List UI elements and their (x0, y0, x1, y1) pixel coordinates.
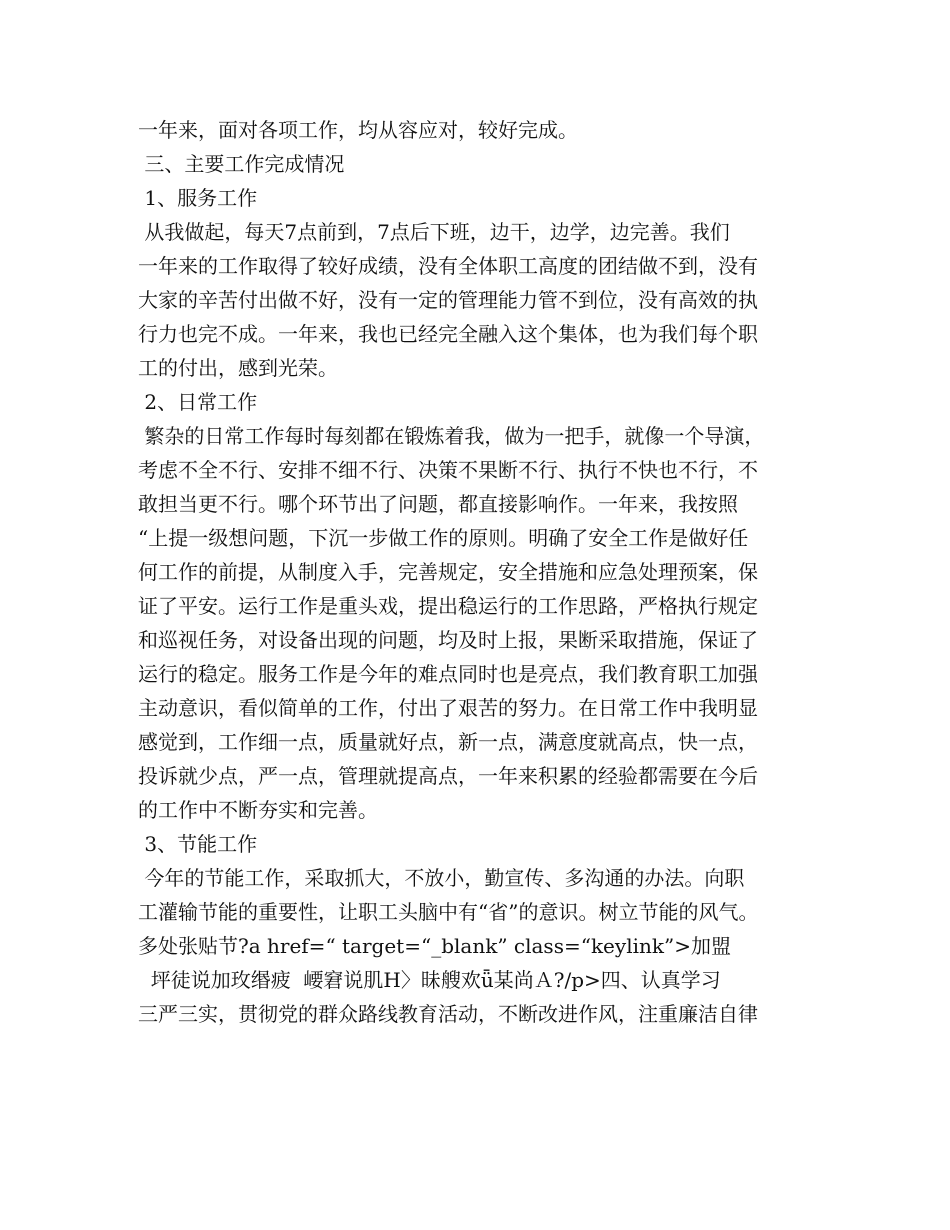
text-line: 坪徒说加玫缗疲 崾窘说肌H〉昧艘欢ǖ某尚Ａ?/p>四、认真学习 (138, 968, 721, 992)
text-line: 繁杂的日常工作每时每刻都在锻炼着我，做为一把手，就像一个导演， (138, 424, 765, 448)
text-line: 一年来的工作取得了较好成绩，没有全体职工高度的团结做不到，没有 (138, 254, 758, 278)
text-line: 2、日常工作 (138, 390, 258, 414)
text-line: 和巡视任务，对设备出现的问题，均及时上报，果断采取措施，保证了 (138, 628, 758, 652)
text-line: 3、节能工作 (138, 832, 258, 856)
text-line: 1、服务工作 (138, 186, 258, 210)
text-line: 证了平安。运行工作是重头戏，提出稳运行的工作思路，严格执行规定 (138, 594, 758, 618)
text-line: 行力也完不成。一年来，我也已经完全融入这个集体，也为我们每个职 (138, 322, 758, 346)
text-line: 一年来，面对各项工作，均从容应对，较好完成。 (138, 118, 578, 142)
text-line: 敢担当更不行。哪个环节出了问题，都直接影响作。一年来，我按照 (138, 492, 738, 516)
text-line: 主动意识，看似简单的工作，付出了艰苦的努力。在日常工作中我明显 (138, 696, 758, 720)
text-line: 的工作中不断夯实和完善。 (138, 798, 378, 822)
text-line: 大家的辛苦付出做不好，没有一定的管理能力管不到位，没有高效的执 (138, 288, 758, 312)
text-line: 何工作的前提，从制度入手，完善规定，安全措施和应急处理预案，保 (138, 560, 758, 584)
text-line: 运行的稳定。服务工作是今年的难点同时也是亮点，我们教育职工加强 (138, 662, 758, 686)
text-line: 感觉到，工作细一点，质量就好点，新一点，满意度就高点，快一点， (138, 730, 758, 754)
text-line: 工的付出，感到光荣。 (138, 356, 338, 380)
document-body (138, 113, 838, 1031)
text-line: 考虑不全不行、安排不细不行、决策不果断不行、执行不快也不行，不 (138, 458, 758, 482)
text-line: “上提一级想问题，下沉一步做工作的原则。明确了安全工作是做好任 (138, 526, 749, 550)
text-line: 多处张贴节?a href=“ target=“_blank” class=“keylink”>加盟 (138, 934, 731, 958)
text-line: 从我做起，每天7点前到，7点后下班，边干，边学，边完善。我们 (138, 220, 730, 244)
text-line: 三、主要工作完成情况 (138, 152, 345, 176)
text-line: 投诉就少点，严一点，管理就提高点，一年来积累的经验都需要在今后 (138, 764, 758, 788)
text-line: 今年的节能工作，采取抓大，不放小，勤宣传、多沟通的办法。向职 (138, 866, 745, 890)
text-line: 工灌输节能的重要性，让职工头脑中有“省”的意识。树立节能的风气。 (138, 900, 759, 924)
text-line: 三严三实，贯彻党的群众路线教育活动，不断改进作风，注重廉洁自律 (138, 1002, 758, 1026)
